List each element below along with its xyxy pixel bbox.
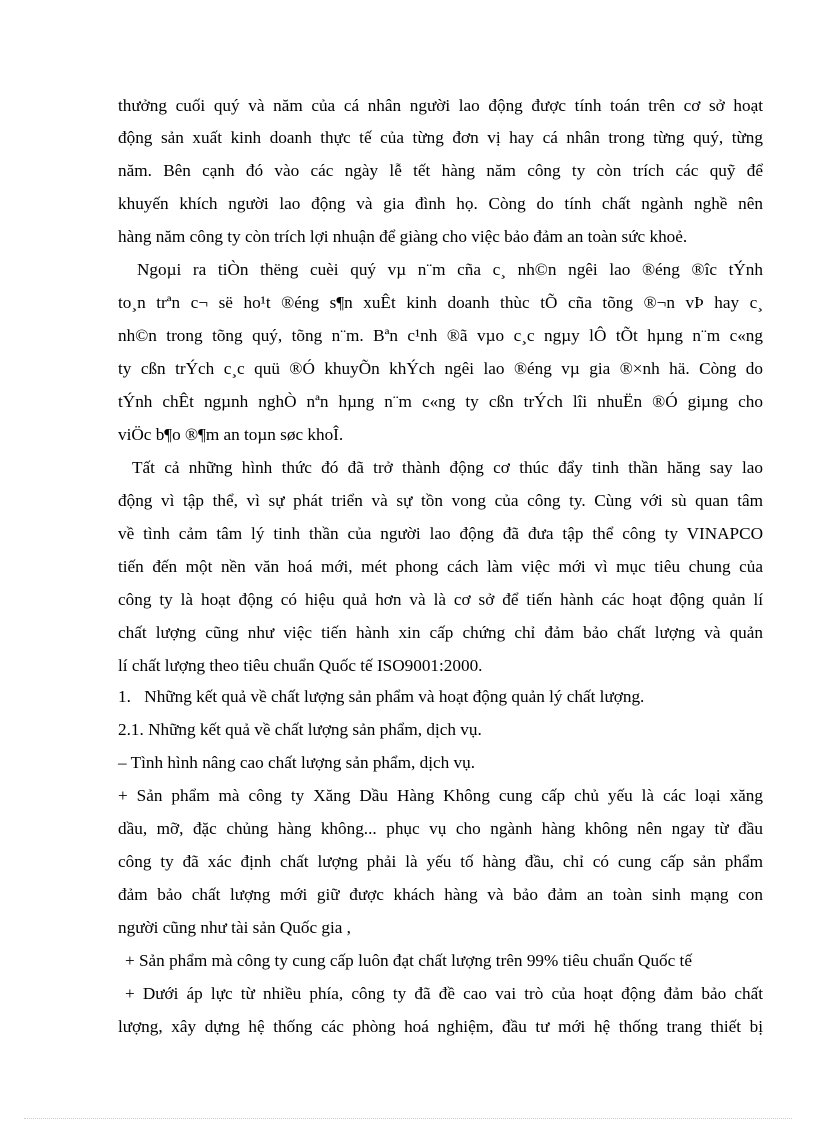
paragraph-3-line: công ty là hoạt động có hiệu quả hơn và là cơ sở để tiến hành các hoạt động quản lí <box>118 590 763 609</box>
paragraph-2-line: nh©n trong tõng quý, tõng n¨m. Bªn c¹nh ®ã vµo c¸c ngµy lÔ tÕt hµng n¨m c«ng <box>118 326 763 345</box>
paragraph-2-line: Ngoµi ra tiÒn thëng cuèi quý vµ n¨m cña c¸ nh©n ngêi lao ®éng ®îc tÝnh <box>137 260 763 279</box>
paragraph-1-line: năm. Bên cạnh đó vào các ngày lễ tết hàng năm công ty còn trích các quỹ để <box>118 161 763 180</box>
plus-list-item-line: + Dưới áp lực từ nhiều phía, công ty đã đề cao vai trò của hoạt động đảm bảo chất <box>125 984 763 1003</box>
plus-list-item-line: đảm bảo chất lượng mới giữ được khách hàng và bảo đảm an toàn sinh mạng con <box>118 885 763 904</box>
paragraph-1-line: thưởng cuối quý và năm của cá nhân người lao động được tính toán trên cơ sở hoạt <box>118 96 763 115</box>
paragraph-1-line: khuyến khích người lao động và gia đình họ. Còng do tính chất ngành nghề nên <box>118 194 763 213</box>
paragraph-3-line: tiến đến một nền văn hoá mới, mét phong cách làm việc mới vì mục tiêu chung của <box>118 557 763 576</box>
paragraph-2-line: viÖc b¶o ®¶m an toµn søc khoÎ. <box>118 425 344 444</box>
plus-list-item: + Sản phẩm mà công ty cung cấp luôn đạt chất lượng trên 99% tiêu chuẩn Quốc tế <box>125 951 692 970</box>
paragraph-3-line: lí chất lượng theo tiêu chuẩn Quốc tế ISO9001:2000. <box>118 656 483 675</box>
dash-list-item: – Tình hình nâng cao chất lượng sản phẩm, dịch vụ. <box>118 753 475 772</box>
paragraph-2-line: to¸n trªn c¬ së ho¹t ®éng s¶n xuÊt kinh doanh thùc tÕ cña tõng ®¬n vÞ hay c¸ <box>118 293 763 312</box>
paragraph-2-line: tÝnh chÊt ngµnh nghÒ nªn hµng n¨m c«ng ty cßn trÝch lîi nhuËn ®Ó giµng cho <box>118 392 763 411</box>
paragraph-1-line: động sản xuất kinh doanh thực tế của từng đơn vị hay cá nhân trong từng quý, từng <box>118 128 763 147</box>
section-number: 1. <box>118 687 131 706</box>
plus-list-item-line: + Sản phẩm mà công ty Xăng Dầu Hàng Không cung cấp chủ yếu là các loại xăng <box>118 786 763 805</box>
plus-list-item-line: công ty đã xác định chất lượng phải là yếu tố hàng đầu, chỉ có cung cấp sản phẩm <box>118 852 763 871</box>
plus-list-item-line: người cũng như tài sản Quốc gia , <box>118 918 351 937</box>
paragraph-3-line: về tình cảm tâm lý tinh thần của người lao động đã đưa tập thể công ty VINAPCO <box>118 524 763 543</box>
paragraph-2-line: ty cßn trÝch c¸c quü ®Ó khuyÕn khÝch ngêi lao ®éng vµ gia ®×nh hä. Còng do <box>118 359 763 378</box>
page-bottom-divider <box>24 1118 792 1119</box>
paragraph-1-line: hàng năm công ty còn trích lợi nhuận để giàng cho việc bảo đảm an toàn sức khoẻ. <box>118 227 688 246</box>
subsection-heading: 2.1. Những kết quả về chất lượng sản phẩm, dịch vụ. <box>118 720 482 739</box>
plus-list-item-line: lượng, xây dựng hệ thống các phòng hoá nghiệm, đầu tư mới hệ thống trang thiết bị <box>118 1017 763 1036</box>
paragraph-3-line: chất lượng cũng như việc tiến hành xin cấp chứng chỉ đảm bảo chất lượng và quản <box>118 623 763 642</box>
plus-list-item-line: dầu, mỡ, đặc chủng hàng không... phục vụ cho ngành hàng không nên ngay từ đầu <box>118 819 763 838</box>
section-heading-text: Những kết quả về chất lượng sản phẩm và hoạt động quản lý chất lượng. <box>144 687 645 706</box>
paragraph-3-line: Tất cả những hình thức đó đã trở thành động cơ thúc đẩy tinh thần hăng say lao <box>132 458 763 477</box>
paragraph-3-line: động vì tập thể, vì sự phát triển và sự tồn vong của công ty. Cùng với sù quan tâm <box>118 491 763 510</box>
section-heading-1 <box>118 686 763 708</box>
